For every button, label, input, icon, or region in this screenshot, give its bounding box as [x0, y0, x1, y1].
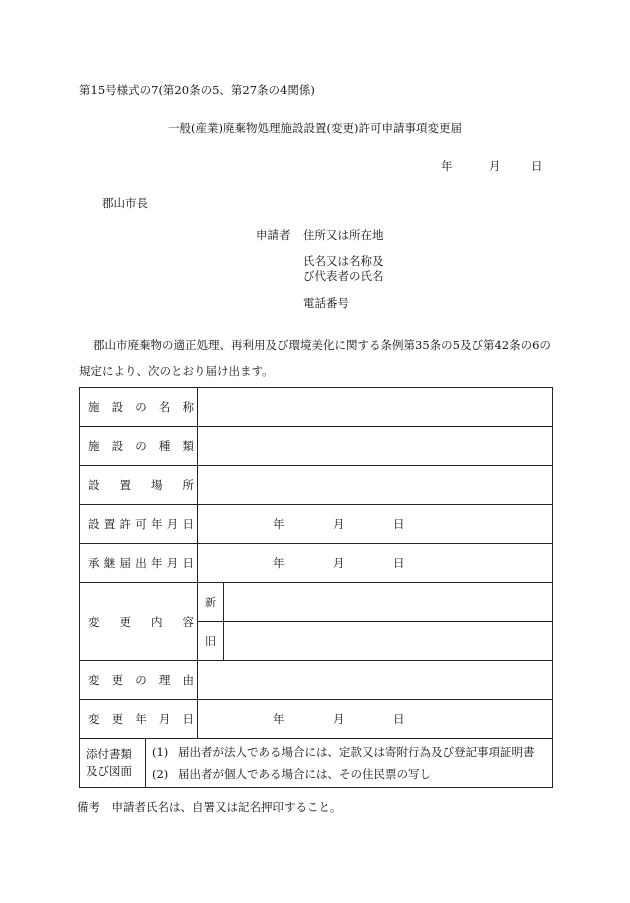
submission-date	[441, 158, 543, 174]
row-change-date	[80, 700, 553, 739]
label-char: 更	[111, 673, 124, 687]
succession-date-field[interactable]	[198, 544, 553, 583]
attachments-label-line1: 添付書類	[86, 747, 132, 761]
facility-type-field[interactable]	[198, 427, 553, 466]
month-unit: 月	[333, 517, 345, 531]
label-char: 施	[88, 439, 100, 453]
attachment-item	[146, 741, 552, 763]
attachment-number: (1)	[152, 745, 169, 759]
date-year-unit: 年	[441, 159, 453, 173]
attachments-label-line2: 及び図面	[86, 764, 132, 778]
day-unit: 日	[393, 556, 405, 570]
label-char: の	[135, 400, 147, 414]
facility-name-label	[80, 388, 198, 427]
row-permit-date	[80, 505, 553, 544]
row-change-new	[80, 583, 553, 622]
label-char: の	[135, 673, 147, 687]
attachments-label	[80, 739, 146, 788]
row-facility-name	[80, 388, 553, 427]
label-char: 内	[151, 614, 163, 629]
change-new-field[interactable]	[224, 583, 553, 622]
label-char: 変	[88, 712, 100, 726]
row-location	[80, 466, 553, 505]
label-char: 日	[182, 556, 194, 570]
label-char: 月	[166, 556, 179, 570]
year-unit: 年	[273, 712, 285, 726]
year-unit: 年	[273, 556, 285, 570]
label-char: 届	[119, 556, 131, 570]
label-char: の	[135, 439, 147, 453]
attachment-number: (2)	[152, 767, 169, 781]
location-field[interactable]	[198, 466, 553, 505]
label-char: 年	[151, 517, 163, 531]
day-unit: 日	[393, 712, 405, 726]
body-text-line1: 郡山市廃棄物の適正処理、再利用及び環境美化に関する条例第35条の5及び第42条の6の	[93, 338, 551, 352]
label-char: 変	[88, 614, 100, 629]
succession-date-label	[80, 544, 198, 583]
label-char: 由	[182, 673, 194, 687]
applicant-name-label-line1: 氏名又は名称及	[303, 254, 384, 268]
applicant-label: 申請者	[256, 228, 291, 242]
label-char: 設	[88, 478, 100, 492]
day-unit: 日	[393, 517, 405, 531]
change-new-label: 新	[198, 583, 224, 622]
change-date-label	[80, 700, 198, 739]
label-char: 年	[151, 556, 163, 570]
label-char: 年	[135, 712, 147, 726]
permit-date-field[interactable]	[198, 505, 553, 544]
label-char: 承	[88, 556, 100, 570]
label-char: 月	[158, 712, 171, 726]
notification-table	[79, 387, 553, 788]
applicant-name-label-line2: び代表者の氏名	[303, 269, 384, 283]
label-char: 設	[88, 517, 100, 531]
label-char: 所	[182, 478, 194, 492]
form-number: 第15号様式の7(第20条の5、第27条の4関係)	[79, 83, 315, 97]
label-char: 日	[182, 517, 194, 531]
label-char: 称	[182, 400, 194, 414]
document-title: 一般(産業)廃棄物処理施設設置(変更)許可申請事項変更届	[168, 121, 462, 135]
change-reason-field[interactable]	[198, 661, 553, 700]
label-char: 出	[135, 556, 147, 570]
label-char: 理	[158, 673, 171, 687]
label-char: 容	[182, 614, 194, 629]
label-char: 日	[182, 712, 194, 726]
applicant-address-label: 住所又は所在地	[303, 228, 384, 242]
label-char: 置	[103, 517, 116, 531]
row-attachments	[80, 739, 553, 788]
change-content-label	[80, 583, 198, 661]
facility-type-label	[80, 427, 198, 466]
label-char: 月	[166, 517, 179, 531]
change-reason-label	[80, 661, 198, 700]
label-char: 設	[111, 400, 124, 414]
year-unit: 年	[273, 517, 285, 531]
label-char: 更	[119, 614, 131, 629]
change-old-field[interactable]	[224, 622, 553, 661]
attachments-list	[146, 739, 553, 788]
change-old-label: 旧	[198, 622, 224, 661]
addressee: 郡山市長	[102, 196, 148, 210]
label-char: 置	[119, 478, 131, 492]
row-change-reason	[80, 661, 553, 700]
date-day-unit: 日	[531, 159, 543, 173]
label-char: 継	[103, 556, 116, 570]
month-unit: 月	[333, 712, 345, 726]
applicant-phone-label: 電話番号	[303, 296, 349, 310]
label-char: 類	[182, 439, 194, 453]
label-char: 設	[111, 439, 124, 453]
remark: 備考 申請者氏名は、自署又は記名押印すること。	[77, 800, 342, 814]
date-month-unit: 月	[489, 159, 501, 173]
label-char: 施	[88, 400, 100, 414]
label-char: 更	[111, 712, 124, 726]
label-char: 許	[119, 517, 131, 531]
body-text-line2: 規定により、次のとおり届け出ます。	[79, 364, 274, 378]
location-label	[80, 466, 198, 505]
label-char: 可	[135, 517, 147, 531]
attachment-item	[146, 763, 552, 785]
row-facility-type	[80, 427, 553, 466]
month-unit: 月	[333, 556, 345, 570]
facility-name-field[interactable]	[198, 388, 553, 427]
change-date-field[interactable]	[198, 700, 553, 739]
row-succession-date	[80, 544, 553, 583]
label-char: 種	[158, 439, 171, 453]
attachment-text: 届出者が個人である場合には、その住民票の写し	[178, 767, 431, 781]
attachment-text: 届出者が法人である場合には、定款又は寄附行為及び登記事項証明書	[178, 745, 535, 759]
label-char: 場	[151, 478, 163, 492]
permit-date-label	[80, 505, 198, 544]
label-char: 変	[88, 673, 100, 687]
label-char: 名	[158, 400, 171, 414]
